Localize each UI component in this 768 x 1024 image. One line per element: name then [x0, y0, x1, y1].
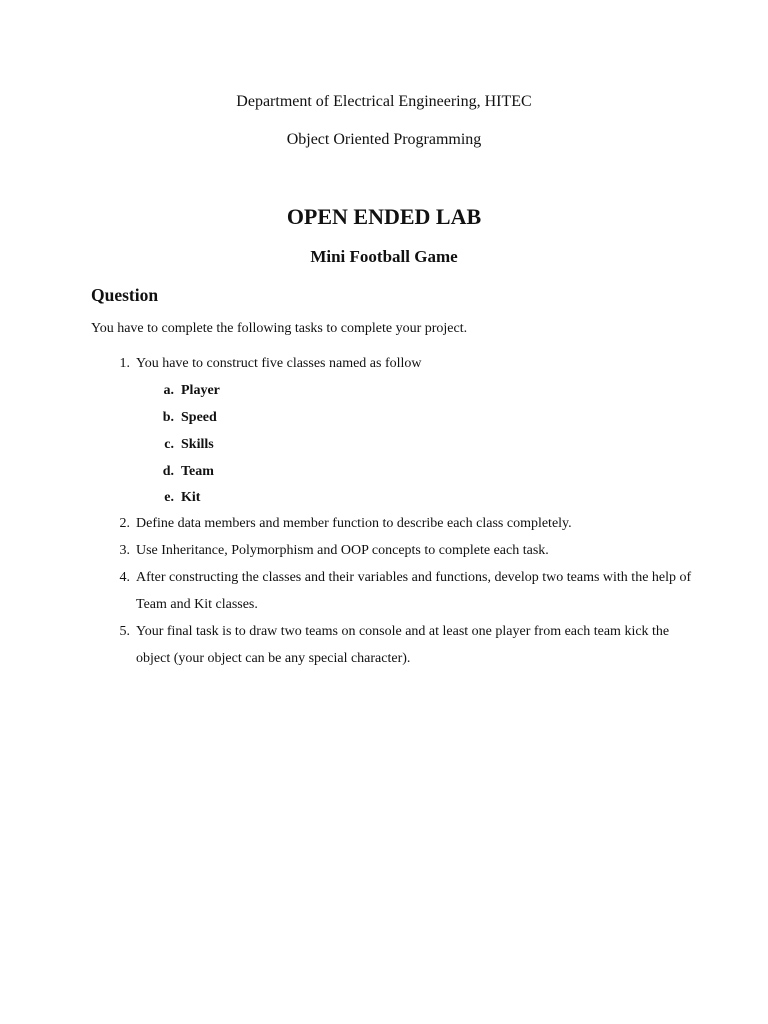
class-name: Player: [181, 383, 220, 398]
class-letter: e.: [164, 490, 174, 505]
department-line: Department of Electrical Engineering, HITEC: [236, 93, 532, 110]
class-name: Kit: [181, 490, 201, 505]
task-number: 5.: [119, 624, 130, 639]
question-heading: Question: [91, 285, 159, 305]
class-letter: b.: [162, 410, 174, 425]
task-number: 1.: [119, 356, 130, 371]
task-text: After constructing the classes and their variables and functions, develop two teams with the help of Team and Kit classes.: [136, 570, 692, 612]
question-intro: You have to complete the following tasks to complete your project.: [91, 321, 468, 336]
task-text: Use Inheritance, Polymorphism and OOP concepts to complete each task.: [136, 543, 549, 558]
task-number: 2.: [119, 516, 130, 531]
class-letter: d.: [162, 464, 174, 479]
class-name: Speed: [181, 410, 217, 425]
task-number: 4.: [119, 570, 130, 585]
class-name: Team: [181, 464, 214, 479]
task-number: 3.: [119, 543, 130, 558]
task-text: Your final task is to draw two teams on console and at least one player from each team kick the object (your object can be any special character).: [136, 624, 670, 666]
lab-subtitle: Mini Football Game: [310, 247, 458, 266]
course-name: Object Oriented Programming: [286, 131, 482, 148]
class-name: Skills: [181, 437, 214, 452]
class-letter: a.: [163, 383, 174, 398]
class-letter: c.: [164, 437, 174, 452]
task-text: Define data members and member function to describe each class completely.: [136, 516, 572, 531]
task-text: You have to construct five classes named as follow: [136, 356, 422, 371]
lab-title: OPEN ENDED LAB: [286, 204, 482, 229]
